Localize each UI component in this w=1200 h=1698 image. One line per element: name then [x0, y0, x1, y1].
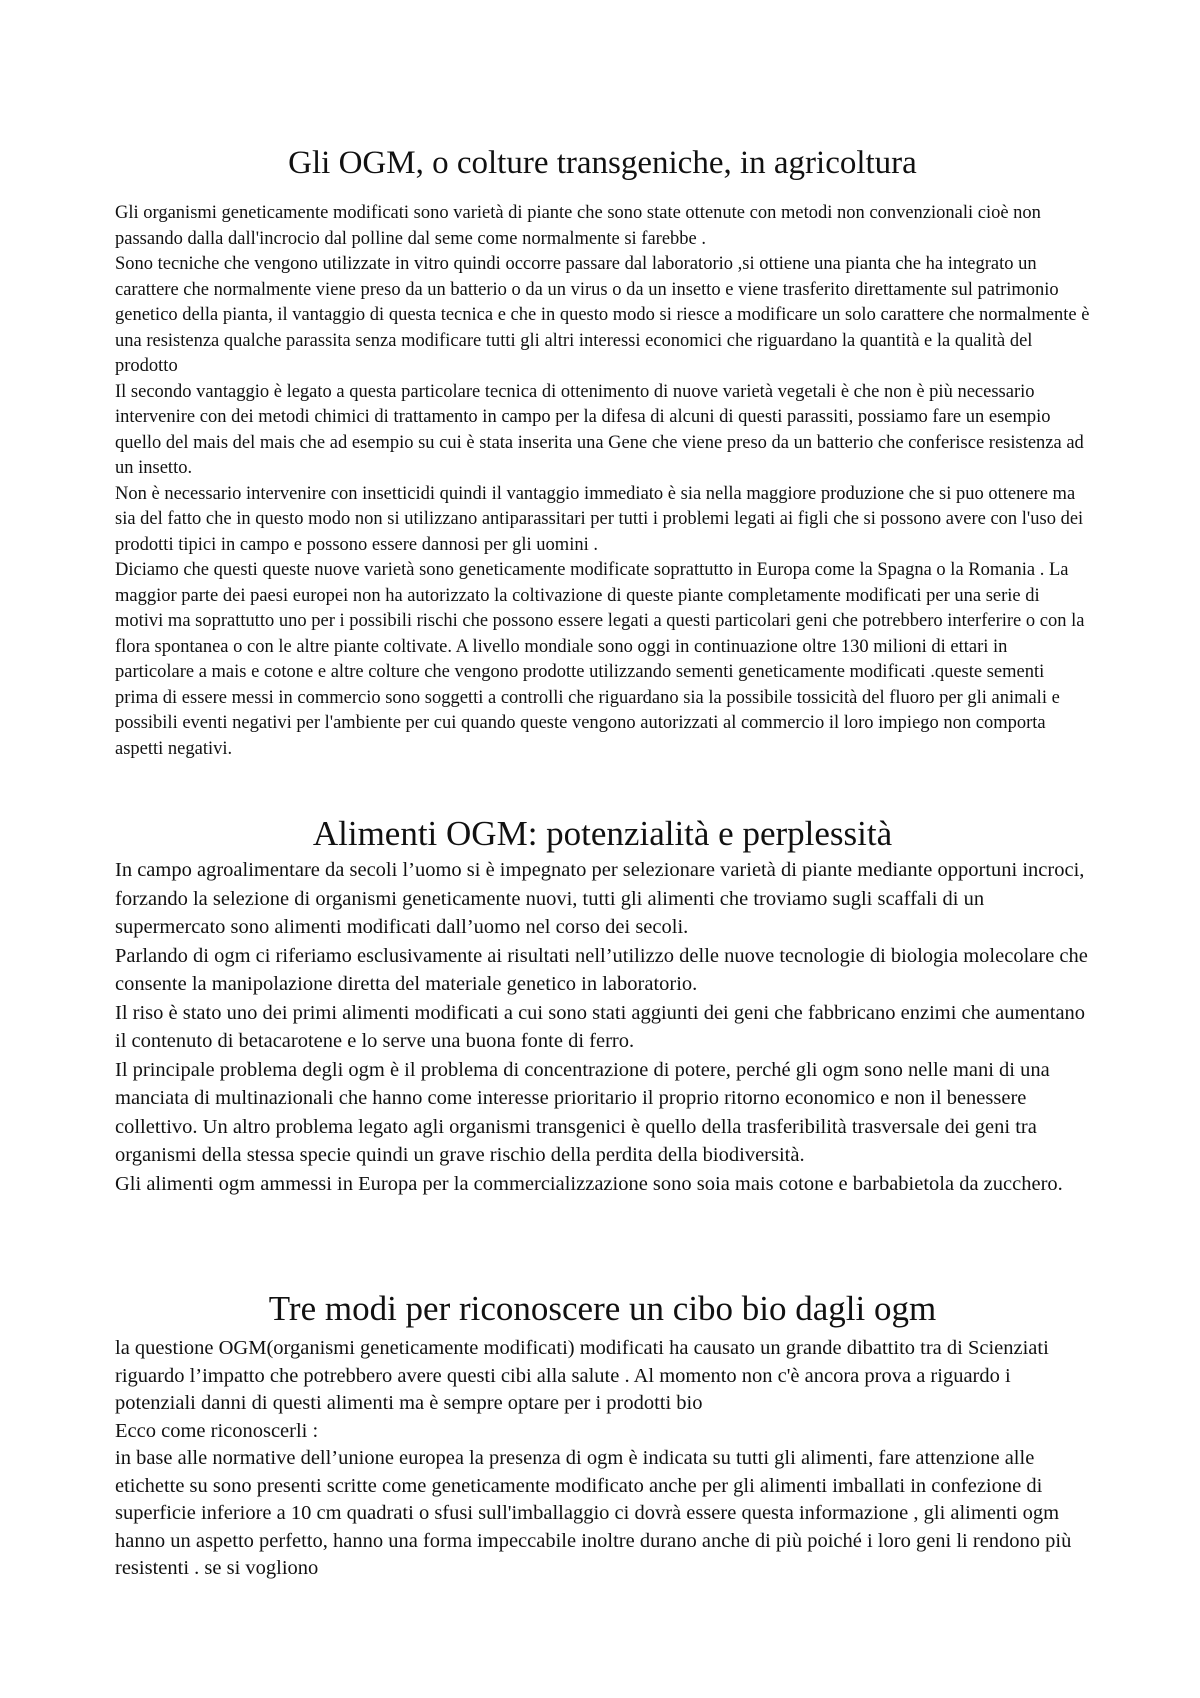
paragraph: Diciamo che questi queste nuove varietà sono geneticamente modificate soprattutto in Europa come la Spagna o la Romania . La maggior parte dei paesi europei non ha autorizzato la coltivazione di queste piante completamente modificati per una serie di motivi ma soprattutto uno per i possibili rischi che possono essere legati a questi particolari geni che potrebbero interferire o con la flora spontanea o con le altre piante coltivate. A livello mondiale sono oggi in continuazione oltre 130 milioni di ettari in particolare a mais e cotone e altre colture che vengono prodotte utilizzando sementi geneticamente modificati .queste sementi prima di essere messi in commercio sono soggetti a controlli che riguardano sia la possibile tossicità del fluoro per gli animali e possibili eventi negativi per l'ambiente per cui quando queste vengono autorizzati al commercio il loro impiego non comporta aspetti negativi.: [115, 560, 1085, 759]
paragraph: in base alle normative dell’unione europea la presenza di ogm è indicata su tutti gli alimenti, fare attenzione alle etichette su sono presenti scritte come geneticamente modificato anche per gli alimenti imballati in confezione di superficie inferiore a 10 cm quadrati o sfusi sull'imballaggio ci dovrà essere questa informazione , gli alimenti ogm hanno un aspetto perfetto, hanno una forma impeccabile inoltre durano anche di più poiché i loro geni li rendono più resistenti . se si vogliono: [115, 1447, 1072, 1579]
section-title-gli-ogm: Gli OGM, o colture transgeniche, in agricoltura: [288, 145, 917, 181]
paragraph: Sono tecniche che vengono utilizzate in vitro quindi occorre passare dal laboratorio ,si ottiene una pianta che ha integrato un carattere che normalmente viene preso da un batterio o da un virus o da un insetto e viene trasferito direttamente sul patrimonio genetico della pianta, il vantaggio di questa tecnica e che in questo modo si riesce a modificare un solo carattere che normalmente è una resistenza qualche parassita senza modificare tutti gli altri interessi economici che riguardano la quantità e la qualità del prodotto: [115, 254, 1090, 376]
section-body-gli-ogm: [115, 201, 1090, 762]
paragraph: In campo agroalimentare da secoli l’uomo si è impegnato per selezionare varietà di piante mediante opportuni incroci, forzando la selezione di organismi geneticamente nuovi, tutti gli alimenti che troviamo sugli scaffali di un supermercato sono alimenti modificati dall’uomo nel corso dei secoli.: [115, 859, 1085, 938]
section-body-tre-modi: [115, 1335, 1090, 1583]
paragraph: Ecco come riconoscerli :: [115, 1419, 319, 1442]
paragraph: Gli organismi geneticamente modificati sono varietà di piante che sono state ottenute con metodi non convenzionali cioè non passando dalla dall'incrocio dal polline dal seme come normalmente si farebbe .: [115, 203, 1041, 249]
paragraph: la questione OGM(organismi geneticamente modificati) modificati ha causato un grande dibattito tra di Scienziati riguardo l’impatto che potrebbero avere questi cibi alla salute . Al momento non c'è ancora prova a riguardo i potenziali danni di questi alimenti ma è sempre optare per i prodotti bio: [115, 1337, 1049, 1414]
section-title-tre-modi: Tre modi per riconoscere un cibo bio dagli ogm: [268, 1289, 937, 1328]
paragraph: Il riso è stato uno dei primi alimenti modificati a cui sono stati aggiunti dei geni che fabbricano enzimi che aumentano il contenuto di betacarotene e lo serve una buona fonte di ferro.: [115, 1001, 1086, 1052]
paragraph: Gli alimenti ogm ammessi in Europa per la commercializzazione sono soia mais cotone e barbabietola da zucchero.: [115, 1172, 1063, 1195]
section-body-alimenti-ogm: [115, 856, 1090, 1198]
section-title-alimenti-ogm: Alimenti OGM: potenzialità e perplessità: [312, 814, 893, 853]
paragraph: Non è necessario intervenire con insetticidi quindi il vantaggio immediato è sia nella maggiore produzione che si puo ottenere ma sia del fatto che in questo modo non si utilizzano antiparassitari per tutti i problemi legati ai figli che si possono avere con l'uso dei prodotti tipici in campo e possono essere dannosi per gli uomini .: [115, 483, 1084, 555]
paragraph: Il secondo vantaggio è legato a questa particolare tecnica di ottenimento di nuove varietà vegetali è che non è più necessario intervenire con dei metodi chimici di trattamento in campo per la difesa di alcuni di questi parassiti, possiamo fare un esempio quello del mais del mais che ad esempio su cui è stata inserita una Gene che viene preso da un batterio che conferisce resistenza ad un insetto.: [115, 381, 1084, 478]
paragraph: Il principale problema degli ogm è il problema di concentrazione di potere, perché gli ogm sono nelle mani di una manciata di multinazionali che hanno come interesse prioritario il proprio ritorno economico e non il benessere collettivo. Un altro problema legato agli organismi transgenici è quello della trasferibilità trasversale dei geni tra organismi della stessa specie quindi un grave rischio della perdita della biodiversità.: [115, 1058, 1050, 1166]
paragraph: Parlando di ogm ci riferiamo esclusivamente ai risultati nell’utilizzo delle nuove tecnologie di biologia molecolare che consente la manipolazione diretta del materiale genetico in laboratorio.: [115, 944, 1088, 995]
